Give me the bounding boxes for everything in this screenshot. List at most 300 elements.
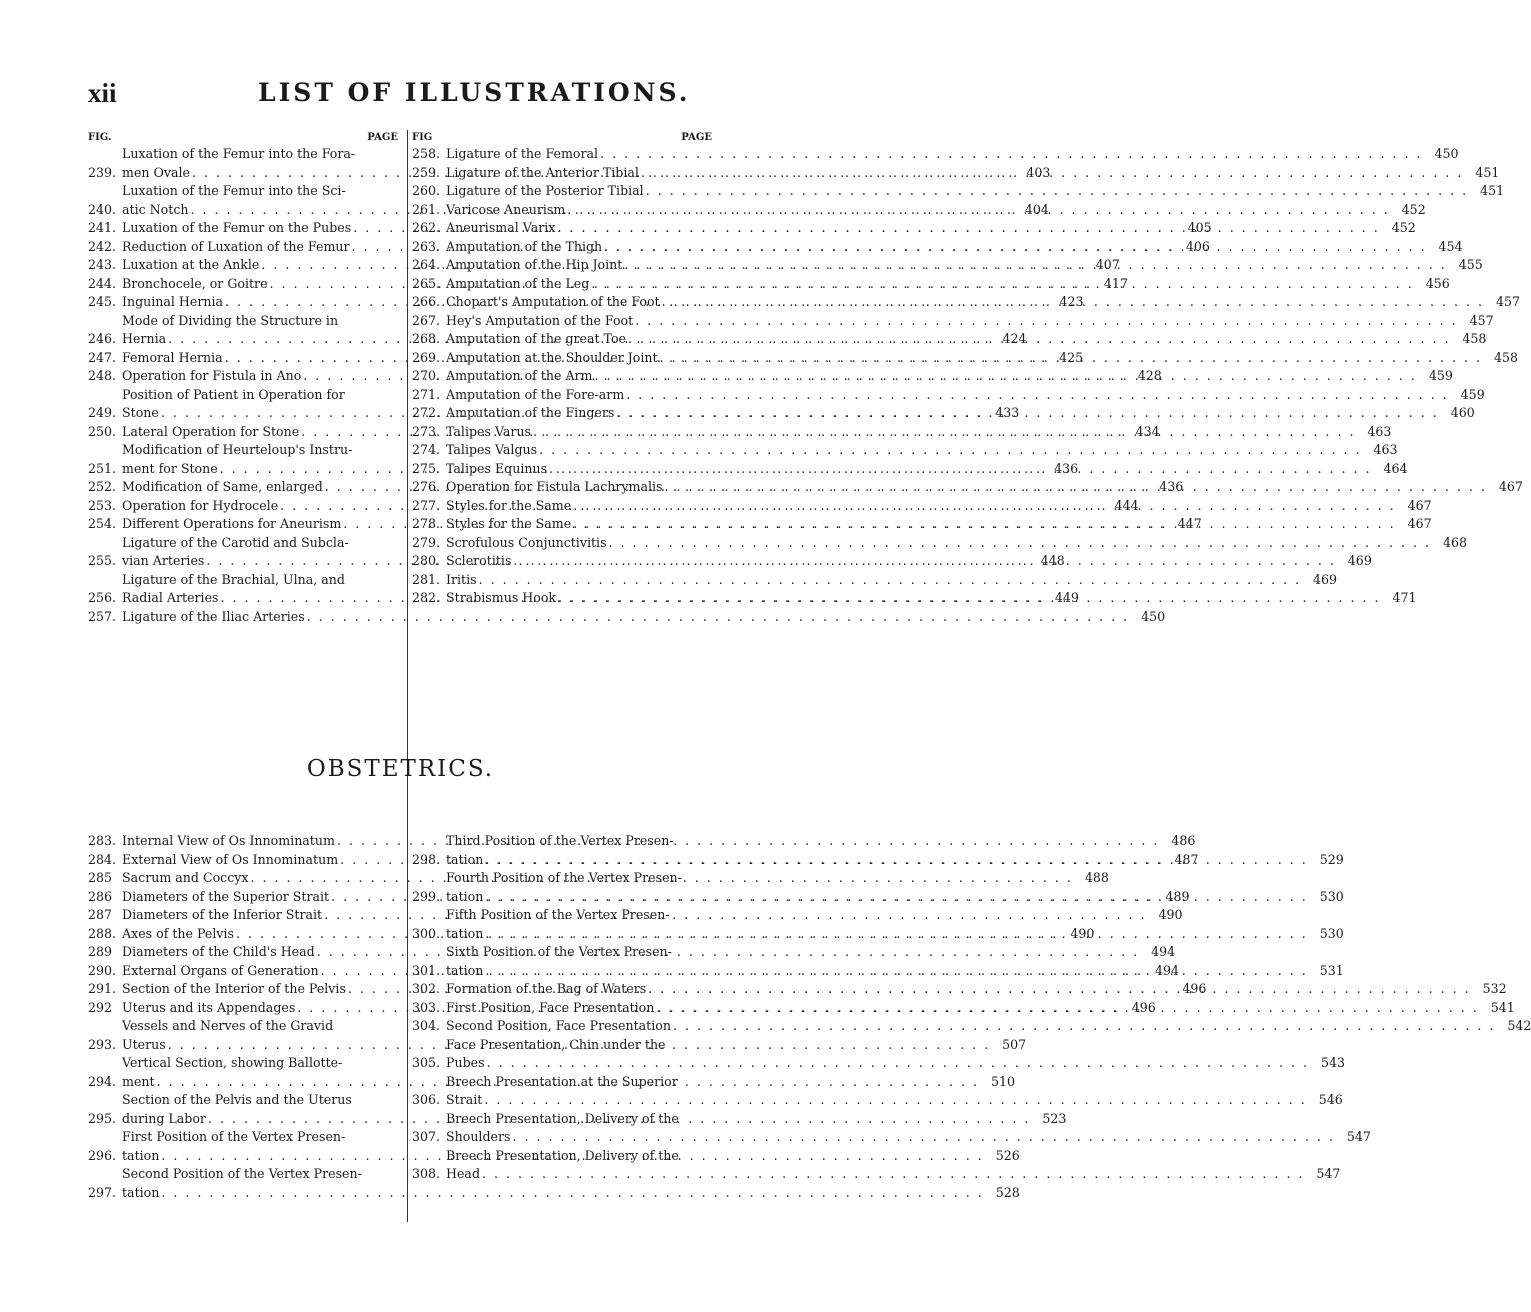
page-reference: 469 — [1347, 553, 1372, 568]
leader-dots — [547, 460, 1371, 479]
caption-line: Scrofulous Conjunctivitis — [446, 534, 607, 550]
list-item — [412, 1017, 1531, 1036]
caption-line: Sacrum and Coccyx — [122, 870, 249, 885]
caption-line: ment — [122, 1073, 155, 1089]
figure-number: 275. — [412, 460, 441, 476]
figure-number: 255. — [88, 553, 117, 568]
page-reference: 417 — [1103, 275, 1128, 291]
caption-line: Diameters of the Superior Strait — [122, 888, 330, 904]
page-reference: 447 — [1177, 516, 1202, 531]
figure-number: 288. — [88, 925, 117, 941]
caption-line: Uterus and its Appendages — [122, 999, 296, 1015]
page-reference: 459 — [1428, 368, 1453, 383]
page-reference: 433 — [995, 405, 1020, 420]
page-reference: 452 — [1391, 220, 1416, 235]
caption-line: Vessels and Nerves of the Gravid — [122, 1018, 334, 1033]
page-reference: 468 — [1442, 534, 1467, 550]
figure-number: 259. — [412, 164, 441, 180]
page-reference: 532 — [1482, 981, 1507, 996]
caption-line: Iritis — [446, 571, 477, 587]
page-number: xii — [88, 78, 117, 108]
figure-number: 263. — [412, 238, 441, 254]
caption-line: tation — [446, 851, 484, 867]
leader-dots — [660, 293, 1484, 312]
caption-line: tation — [446, 888, 484, 904]
figure-number: 264. — [412, 257, 441, 272]
leader-dots — [556, 589, 1380, 608]
leader-dots — [644, 182, 1468, 201]
caption-line: Talipes Varus — [446, 423, 532, 439]
figure-number: 249. — [88, 405, 117, 420]
caption-line: Section of the Pelvis and the Uterus — [122, 1092, 352, 1107]
figure-number: 254. — [88, 516, 117, 531]
figure-caption — [446, 906, 1308, 943]
leader-dots — [555, 219, 1379, 238]
page-reference: 487 — [1174, 851, 1199, 867]
caption-line: tation — [446, 962, 484, 978]
page-reference: 449 — [1054, 590, 1079, 605]
page-reference: 496 — [1131, 999, 1156, 1015]
figure-caption — [446, 256, 1447, 275]
leader-dots — [639, 164, 1463, 183]
leader-dots — [671, 1017, 1495, 1036]
figure-caption — [446, 497, 1396, 516]
figure-number: 253. — [88, 497, 117, 513]
figure-caption — [446, 571, 1301, 590]
page-reference: 528 — [995, 1184, 1020, 1200]
caption-line: Talipes Equinus — [446, 460, 548, 476]
page-reference: 486 — [1171, 833, 1196, 848]
leader-dots — [537, 441, 1361, 460]
page-reference: 424 — [1002, 331, 1027, 346]
caption-line: Amputation of the Fingers — [446, 405, 615, 420]
caption-line: External Organs of Generation — [122, 962, 319, 978]
caption-line: Operation for Fistula in Ano — [122, 368, 302, 383]
page-reference: 531 — [1319, 962, 1344, 978]
caption-line: Luxation of the Femur on the Pubes — [122, 220, 352, 235]
leader-dots — [663, 478, 1487, 497]
page-reference: 464 — [1383, 460, 1408, 476]
caption-line: during Labor — [122, 1110, 206, 1126]
caption-line: Amputation of the Leg — [446, 275, 590, 291]
figure-number: 302. — [412, 981, 441, 996]
figure-number: 266. — [412, 294, 441, 309]
page-reference: 471 — [1392, 590, 1417, 605]
caption-line: atic Notch — [122, 201, 189, 217]
page-reference: 456 — [1425, 275, 1450, 291]
caption-line: Luxation at the Ankle — [122, 257, 260, 272]
figure-number: 240. — [88, 201, 117, 217]
leader-dots — [565, 201, 1389, 220]
figure-number: 278. — [412, 516, 441, 531]
caption-line: Mode of Dividing the Structure in — [122, 312, 339, 328]
caption-line: Radial Arteries — [122, 590, 219, 605]
leader-dots — [483, 888, 1307, 907]
caption-line: Amputation of the great Toe — [446, 331, 627, 346]
caption-line: Amputation of the Thigh — [446, 238, 603, 254]
figure-caption — [446, 1073, 1307, 1110]
caption-line: Ligature of the Carotid and Subcla- — [122, 534, 349, 550]
figure-number: 296. — [88, 1147, 117, 1163]
fig-label: FIG. — [88, 132, 112, 143]
page-reference: 457 — [1469, 312, 1494, 328]
page-reference: 434 — [1135, 423, 1160, 439]
page-reference: 463 — [1373, 442, 1398, 457]
caption-line: Ligature of the Anterior Tibial — [446, 164, 639, 180]
caption-line: Hey's Amputation of the Foot — [446, 312, 634, 328]
page-label: PAGE — [681, 132, 712, 143]
leader-dots — [571, 515, 1395, 534]
figure-number: 287 — [88, 907, 113, 922]
list-item — [88, 608, 1166, 627]
figure-caption — [446, 275, 1414, 294]
figure-number: 280. — [412, 553, 441, 568]
leader-dots — [483, 925, 1307, 944]
page-reference: 467 — [1407, 516, 1432, 531]
page-reference: 403 — [1026, 164, 1051, 180]
caption-line: Luxation of the Femur into the Sci- — [122, 183, 346, 198]
figure-number: 285 — [88, 870, 113, 885]
figure-caption — [446, 1110, 1335, 1147]
page-reference: 428 — [1137, 368, 1162, 383]
caption-line: Ligature of the Femoral — [446, 146, 599, 161]
leader-dots — [571, 497, 1395, 516]
page-reference: 448 — [1040, 553, 1065, 568]
caption-line: Shoulders — [446, 1129, 511, 1144]
leader-dots — [480, 1165, 1304, 1184]
page-reference: 507 — [1002, 1036, 1027, 1052]
caption-line: Styles for the Same — [446, 497, 572, 513]
page-reference: 547 — [1316, 1166, 1341, 1181]
caption-line: First Position, Face Presentation — [446, 999, 655, 1015]
page-reference: 458 — [1462, 331, 1487, 346]
page-reference: 436 — [1159, 479, 1184, 494]
page-reference: 529 — [1319, 851, 1344, 867]
list-item — [412, 386, 1485, 405]
column-header — [412, 130, 712, 145]
caption-line: tation — [446, 925, 484, 941]
caption-line: Operation for Fistula Lachrymalis — [446, 479, 663, 494]
leader-dots — [614, 404, 1438, 423]
caption-line: Lateral Operation for Stone — [122, 423, 300, 439]
leader-dots — [622, 256, 1446, 275]
caption-line: Hernia — [122, 331, 167, 346]
page-reference: 547 — [1346, 1129, 1371, 1144]
figure-number: 272. — [412, 405, 441, 420]
caption-line: Strait — [446, 1092, 483, 1107]
figure-number: 292 — [88, 999, 113, 1015]
column-divider — [407, 832, 408, 1222]
page-reference: 490 — [1158, 907, 1183, 922]
fig-label: FIG — [412, 132, 433, 143]
figure-caption — [446, 869, 1308, 906]
figure-number: 262. — [412, 220, 441, 235]
figure-caption — [446, 534, 1431, 553]
leader-dots — [510, 1128, 1334, 1147]
page-reference: 496 — [1182, 981, 1207, 996]
figure-number: 271. — [412, 386, 441, 402]
caption-line: Diameters of the Inferior Strait — [122, 907, 323, 922]
leader-dots — [159, 1184, 983, 1203]
page-reference: 526 — [995, 1147, 1020, 1163]
leader-dots — [593, 367, 1417, 386]
figure-caption — [446, 832, 1308, 869]
page-reference: 450 — [1141, 608, 1166, 624]
page-reference: 489 — [1165, 888, 1190, 904]
caption-line: Breech Presentation, Delivery of the — [446, 1110, 679, 1126]
figure-number: 261. — [412, 201, 441, 217]
figure-caption — [446, 552, 1336, 571]
page-reference: 510 — [990, 1073, 1016, 1089]
leader-dots — [483, 851, 1307, 870]
figure-number: 286 — [88, 888, 113, 904]
leader-dots — [633, 312, 1457, 331]
page-reference: 444 — [1114, 497, 1139, 513]
figure-number: 298. — [412, 851, 441, 867]
figure-number: 277. — [412, 497, 441, 513]
figure-caption — [446, 404, 1439, 423]
caption-line: Fifth Position of the Vertex Presen- — [446, 907, 670, 922]
page-reference: 406 — [1185, 238, 1210, 254]
page-reference: 530 — [1319, 888, 1344, 904]
leader-dots — [658, 349, 1482, 368]
figure-number: 267. — [412, 312, 441, 328]
figure-caption — [446, 145, 1423, 164]
page-reference: 423 — [1059, 294, 1084, 309]
figure-number: 297. — [88, 1184, 117, 1200]
leader-dots — [305, 608, 1129, 627]
list-item — [412, 145, 1459, 164]
caption-line: Ligature of the Posterior Tibial — [446, 183, 644, 198]
figure-caption — [446, 423, 1355, 442]
figure-number: 239. — [88, 164, 117, 180]
figure-caption — [122, 608, 1129, 627]
figure-caption — [446, 460, 1371, 479]
page-reference: 494 — [1151, 944, 1176, 959]
page-reference: 436 — [1054, 460, 1079, 476]
caption-line: Head — [446, 1166, 481, 1181]
page-reference: 494 — [1155, 962, 1180, 978]
caption-line: Diameters of the Child's Head — [122, 944, 315, 959]
caption-line: men Ovale — [122, 164, 190, 180]
page-reference: 488 — [1084, 870, 1109, 885]
caption-line: ment for Stone — [122, 460, 218, 476]
page-reference: 457 — [1496, 294, 1521, 309]
caption-line: Formation of the Bag of Waters — [446, 981, 647, 996]
figure-caption — [446, 293, 1484, 312]
figure-number: 284. — [88, 851, 117, 867]
figure-number: 246. — [88, 331, 117, 346]
list-item — [412, 534, 1467, 553]
caption-line: tation — [122, 1184, 160, 1200]
leader-dots — [624, 386, 1448, 405]
caption-line: tation — [122, 1147, 160, 1163]
leader-dots — [589, 275, 1413, 294]
page-header — [0, 72, 801, 112]
page-reference: 467 — [1407, 497, 1432, 513]
figure-caption — [446, 238, 1427, 257]
caption-line: Talipes Valgus — [446, 442, 538, 457]
caption-line: Luxation of the Femur into the Fora- — [122, 146, 356, 161]
figure-number: 252. — [88, 479, 117, 494]
caption-line: Second Position, Face Presentation — [446, 1018, 671, 1033]
page-reference: 459 — [1460, 386, 1485, 402]
caption-line: Fourth Position of the Vertex Presen- — [446, 870, 682, 885]
caption-line: External View of Os Innominatum — [122, 851, 339, 867]
figure-caption — [446, 219, 1380, 238]
figure-number: 282. — [412, 590, 441, 605]
figure-number: 243. — [88, 257, 117, 272]
list-item — [412, 571, 1338, 590]
page-reference: 523 — [1042, 1110, 1067, 1126]
caption-line: Second Position of the Vertex Presen- — [122, 1166, 362, 1181]
caption-line: Internal View of Os Innominatum — [122, 833, 335, 848]
caption-line: Face Presentation, Chin under the — [446, 1036, 666, 1052]
page-reference: 458 — [1493, 349, 1519, 365]
figure-number: 306. — [412, 1092, 441, 1107]
caption-line: vian Arteries — [122, 553, 205, 568]
figure-caption — [446, 980, 1471, 999]
figure-caption — [446, 201, 1390, 220]
figure-number: 299. — [412, 888, 441, 904]
page-reference: 404 — [1024, 201, 1049, 217]
figure-caption — [446, 1017, 1495, 1036]
figure-number: 270. — [412, 368, 441, 383]
page-reference: 405 — [1187, 220, 1212, 235]
figure-number: 291. — [88, 981, 117, 996]
figure-caption — [446, 386, 1449, 405]
caption-line: Operation for Hydrocele — [122, 497, 279, 513]
caption-line: Bronchocele, or Goitre — [122, 275, 268, 291]
leader-dots — [654, 999, 1478, 1018]
page-reference: 460 — [1450, 405, 1475, 420]
caption-line: Breech Presentation, Delivery of the — [446, 1147, 679, 1163]
figure-caption — [446, 441, 1362, 460]
figure-number: 265. — [412, 275, 441, 291]
caption-line: Uterus — [122, 1036, 166, 1052]
figure-number: 248. — [88, 368, 117, 383]
page-reference: 452 — [1401, 201, 1426, 217]
figure-number: 273. — [412, 423, 441, 439]
page-reference: 463 — [1367, 423, 1392, 439]
caption-line: Chopart's Amputation of the Foot — [446, 294, 660, 309]
page-reference: 450 — [1434, 146, 1459, 161]
page-reference: 530 — [1319, 925, 1344, 941]
caption-line: Amputation at the Shoulder Joint — [446, 349, 658, 365]
caption-line: Inguinal Hernia — [122, 294, 224, 309]
caption-line: Modification of Same, enlarged — [122, 479, 323, 494]
figure-caption — [446, 164, 1463, 183]
page-reference: 467 — [1498, 479, 1523, 494]
figure-number: 294. — [88, 1073, 117, 1089]
figure-number: 242. — [88, 238, 117, 254]
caption-line: Stone — [122, 405, 159, 420]
figure-caption — [446, 943, 1308, 980]
page-reference: 451 — [1480, 183, 1505, 198]
figure-number: 245. — [88, 294, 117, 309]
figure-caption — [446, 367, 1417, 386]
figure-caption — [446, 589, 1381, 608]
caption-line: Pubes — [446, 1055, 485, 1070]
figure-number: 256. — [88, 590, 117, 605]
figure-caption — [446, 182, 1468, 201]
caption-line: Strabismus Hook — [446, 590, 557, 605]
caption-line: Amputation of the Hip Joint — [446, 257, 623, 272]
figure-number: 274. — [412, 442, 441, 457]
figure-number: 295. — [88, 1110, 117, 1126]
figure-caption — [446, 999, 1479, 1018]
page-reference: 407 — [1095, 257, 1120, 272]
caption-line: Aneurismal Varix — [446, 220, 556, 235]
caption-line: Different Operations for Aneurism — [122, 516, 342, 531]
leader-dots — [626, 330, 1450, 349]
leader-dots — [602, 238, 1426, 257]
figure-number: 293. — [88, 1036, 117, 1052]
leader-dots — [482, 1091, 1306, 1110]
running-title: LIST OF ILLUSTRATIONS. — [258, 78, 691, 107]
figure-number: 276. — [412, 479, 441, 494]
figure-number: 251. — [88, 460, 117, 476]
caption-line: Vertical Section, showing Ballotte- — [122, 1055, 343, 1070]
page-reference: 455 — [1458, 257, 1483, 272]
figure-caption — [446, 1036, 1309, 1073]
page-reference: 451 — [1475, 164, 1500, 180]
caption-line: Ligature of the Iliac Arteries — [122, 608, 305, 624]
page-label: PAGE — [367, 132, 398, 143]
leader-dots — [485, 1054, 1309, 1073]
figure-number: 260. — [412, 183, 441, 198]
leader-dots — [483, 962, 1307, 981]
caption-line: Amputation of the Arm — [446, 368, 593, 383]
page-reference: 542 — [1507, 1018, 1531, 1033]
caption-line: Ligature of the Brachial, Ulna, and — [122, 571, 345, 587]
figure-number: 268. — [412, 331, 441, 346]
page-reference: 543 — [1320, 1055, 1345, 1070]
figure-number: 247. — [88, 349, 117, 365]
page-reference: 541 — [1490, 999, 1515, 1015]
list-item — [412, 182, 1505, 201]
caption-line: Modification of Heurteloup's Instru- — [122, 442, 353, 457]
figure-number: 304. — [412, 1018, 441, 1033]
leader-dots — [531, 423, 1355, 442]
caption-line: Varicose Aneurism — [446, 201, 566, 217]
figure-caption — [446, 330, 1450, 349]
figure-number: 241. — [88, 220, 117, 235]
leader-dots — [511, 552, 1335, 571]
leader-dots — [607, 534, 1431, 553]
figure-number: 305. — [412, 1055, 441, 1070]
figure-number: 244. — [88, 275, 117, 291]
figure-number: 269. — [412, 349, 441, 365]
figure-number: 257. — [88, 608, 117, 624]
figure-number: 301. — [412, 962, 441, 978]
page-reference: 425 — [1059, 349, 1084, 365]
caption-line: Amputation of the Fore-arm — [446, 386, 625, 402]
caption-line: First Position of the Vertex Presen- — [122, 1129, 346, 1144]
leader-dots — [646, 980, 1470, 999]
page-reference: 546 — [1318, 1092, 1343, 1107]
figure-number: 283. — [88, 833, 117, 848]
figure-caption — [446, 1147, 1304, 1184]
figure-number: 281. — [412, 571, 441, 587]
leader-dots — [477, 571, 1301, 590]
page-reference: 454 — [1438, 238, 1463, 254]
caption-line: Femoral Hernia — [122, 349, 223, 365]
section-title-obstetrics: OBSTETRICS. — [306, 756, 495, 782]
column-header — [88, 130, 398, 145]
page-reference: 490 — [1070, 925, 1095, 941]
figure-number: 300. — [412, 925, 441, 941]
